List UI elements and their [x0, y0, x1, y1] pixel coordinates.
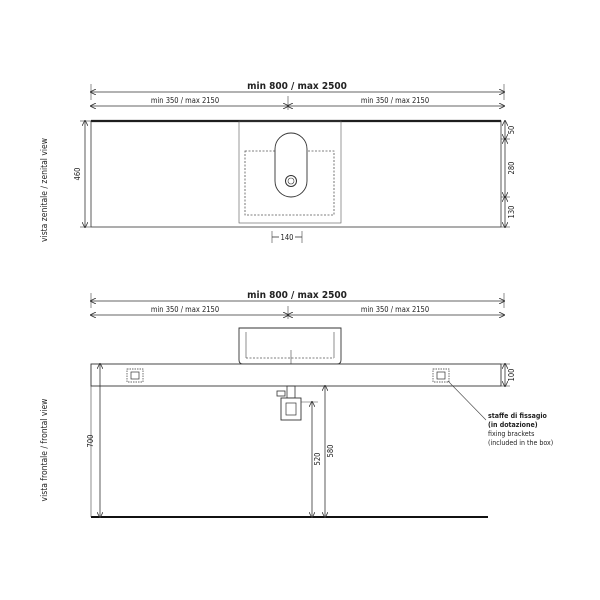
- note-line-3: fixing brackets: [488, 430, 535, 438]
- top-view: [40, 81, 516, 243]
- top-bottom-dimension: [272, 231, 302, 243]
- front-countertop: [91, 364, 501, 386]
- note-line-2: (in dotazione): [488, 421, 538, 429]
- top-right-dim-1: 50: [507, 125, 516, 135]
- top-partial-dimensions: [91, 96, 504, 110]
- top-right-dimensions: [501, 121, 516, 227]
- front-view: [40, 290, 553, 517]
- top-right-dimension-label: min 350 / max 2150: [360, 96, 430, 105]
- front-view-label: vista frontale / frontal view: [40, 398, 50, 502]
- top-bottom-dimension-label: 140: [280, 233, 294, 242]
- vessel-basin: [239, 328, 341, 364]
- top-right-dim-2: 280: [507, 161, 516, 175]
- front-height-dimension-label: 700: [86, 434, 95, 448]
- top-view-label: vista zenitale / zenital view: [40, 138, 50, 242]
- note-line-1: staffe di fissagio: [488, 412, 547, 420]
- front-drain-dimensions: [312, 386, 335, 517]
- front-overall-dimension-label: min 800 / max 2500: [247, 290, 347, 301]
- top-depth-dimension-label: 460: [73, 167, 82, 181]
- front-thickness-dimension: [501, 364, 516, 386]
- top-right-dim-3: 130: [507, 205, 516, 219]
- note-line-4: (included in the box): [488, 439, 554, 447]
- front-height-dimension: [86, 364, 108, 517]
- drain-dim-520: 520: [313, 452, 322, 466]
- top-overall-dimension-label: min 800 / max 2500: [247, 81, 347, 92]
- front-partial-dimensions: [91, 305, 504, 319]
- faucet-oval: [275, 133, 307, 197]
- top-depth-dimension: [73, 121, 91, 227]
- front-right-dimension-label: min 350 / max 2150: [360, 305, 430, 314]
- fixing-brackets-note: [488, 412, 553, 447]
- front-left-dimension-label: min 350 / max 2150: [150, 305, 220, 314]
- drain-dim-580: 580: [326, 444, 335, 458]
- note-leader-line: [448, 381, 486, 420]
- top-left-dimension-label: min 350 / max 2150: [150, 96, 220, 105]
- front-thickness-dimension-label: 100: [507, 368, 516, 382]
